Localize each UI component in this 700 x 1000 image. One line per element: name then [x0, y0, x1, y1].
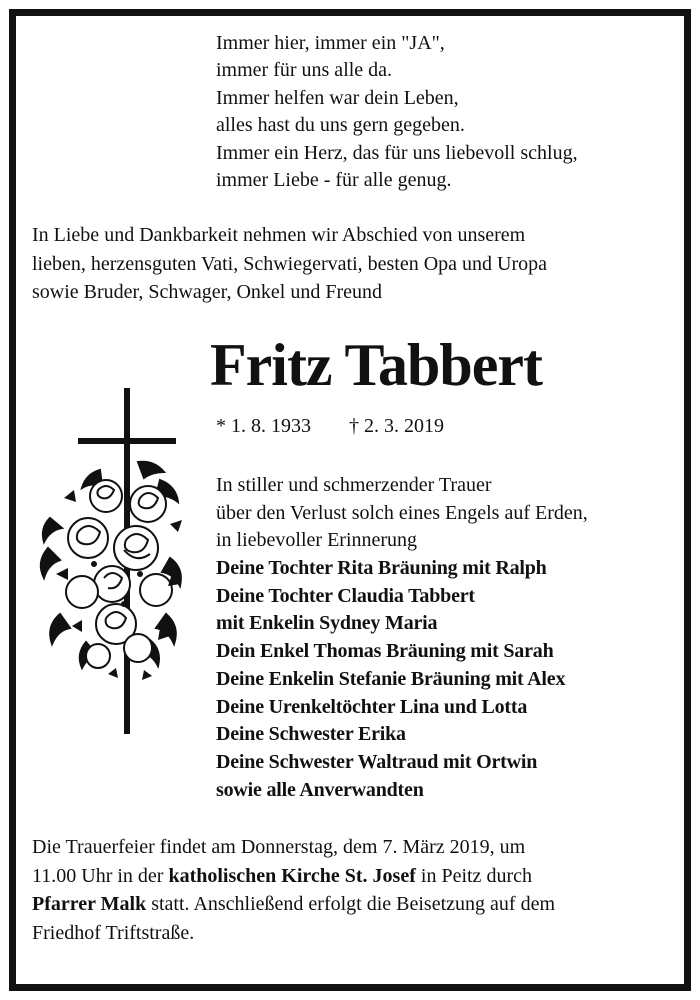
poem	[216, 30, 578, 194]
funeral-line	[32, 862, 658, 891]
funeral-notice	[32, 833, 658, 947]
mourning-line: In stiller und schmerzender Trauer	[216, 474, 492, 496]
poem-line: immer Liebe - für alle genug.	[216, 169, 452, 192]
family-member: Deine Urenkeltöchter Lina und Lotta	[216, 695, 528, 718]
family-member: Deine Schwester Erika	[216, 723, 406, 746]
mourning-text	[216, 472, 588, 555]
intro-line: lieben, herzensguten Vati, Schwiegervati, besten Opa und Uropa	[32, 252, 548, 275]
mourning-line: über den Verlust solch eines Engels auf Erden,	[216, 501, 588, 524]
cross-horizontal-beam	[78, 438, 176, 444]
family-member: sowie alle Anverwandten	[216, 778, 424, 801]
poem-line: immer für uns alle da.	[216, 59, 393, 82]
poem-line: Immer ein Herz, das für uns liebevoll schlug,	[216, 141, 578, 164]
funeral-text: 11.00 Uhr in der	[32, 864, 169, 887]
funeral-text: statt. Anschließend erfolgt die Beisetzung auf dem	[146, 893, 555, 915]
death-date: † 2. 3. 2019	[349, 415, 444, 437]
family-member: Deine Tochter Claudia Tabbert	[216, 584, 475, 607]
funeral-line: Friedhof Triftstraße.	[32, 921, 195, 944]
family-member: mit Enkelin Sydney Maria	[216, 612, 438, 635]
priest-name: Pfarrer Malk	[32, 893, 147, 915]
church-name: katholischen Kirche St. Josef	[168, 864, 416, 887]
family-member: Dein Enkel Thomas Bräuning mit Sarah	[216, 640, 554, 663]
intro-line: In Liebe und Dankbarkeit nehmen wir Abschied von unserem	[32, 224, 526, 246]
mourning-line: in liebevoller Erinnerung	[216, 529, 418, 552]
family-member: Deine Schwester Waltraud mit Ortwin	[216, 750, 538, 773]
funeral-line	[32, 890, 658, 919]
deceased-name: Fritz Tabbert	[210, 332, 542, 398]
funeral-line: Die Trauerfeier findet am Donnerstag, dem 7. März 2019, um	[32, 836, 526, 858]
cross-with-roses-illustration	[20, 378, 200, 738]
intro-text	[32, 221, 642, 307]
birth-date: * 1. 8. 1933	[216, 415, 311, 437]
life-dates	[216, 412, 444, 440]
family-member: Deine Enkelin Stefanie Bräuning mit Alex	[216, 667, 566, 690]
poem-line: Immer helfen war dein Leben,	[216, 86, 459, 109]
poem-line: Immer hier, immer ein "JA",	[216, 32, 445, 54]
poem-line: alles hast du uns gern gegeben.	[216, 114, 465, 137]
funeral-text: in Peitz durch	[415, 864, 532, 887]
intro-line: sowie Bruder, Schwager, Onkel und Freund	[32, 281, 382, 303]
family-member: Deine Tochter Rita Bräuning mit Ralph	[216, 557, 547, 579]
family-list	[216, 555, 565, 804]
